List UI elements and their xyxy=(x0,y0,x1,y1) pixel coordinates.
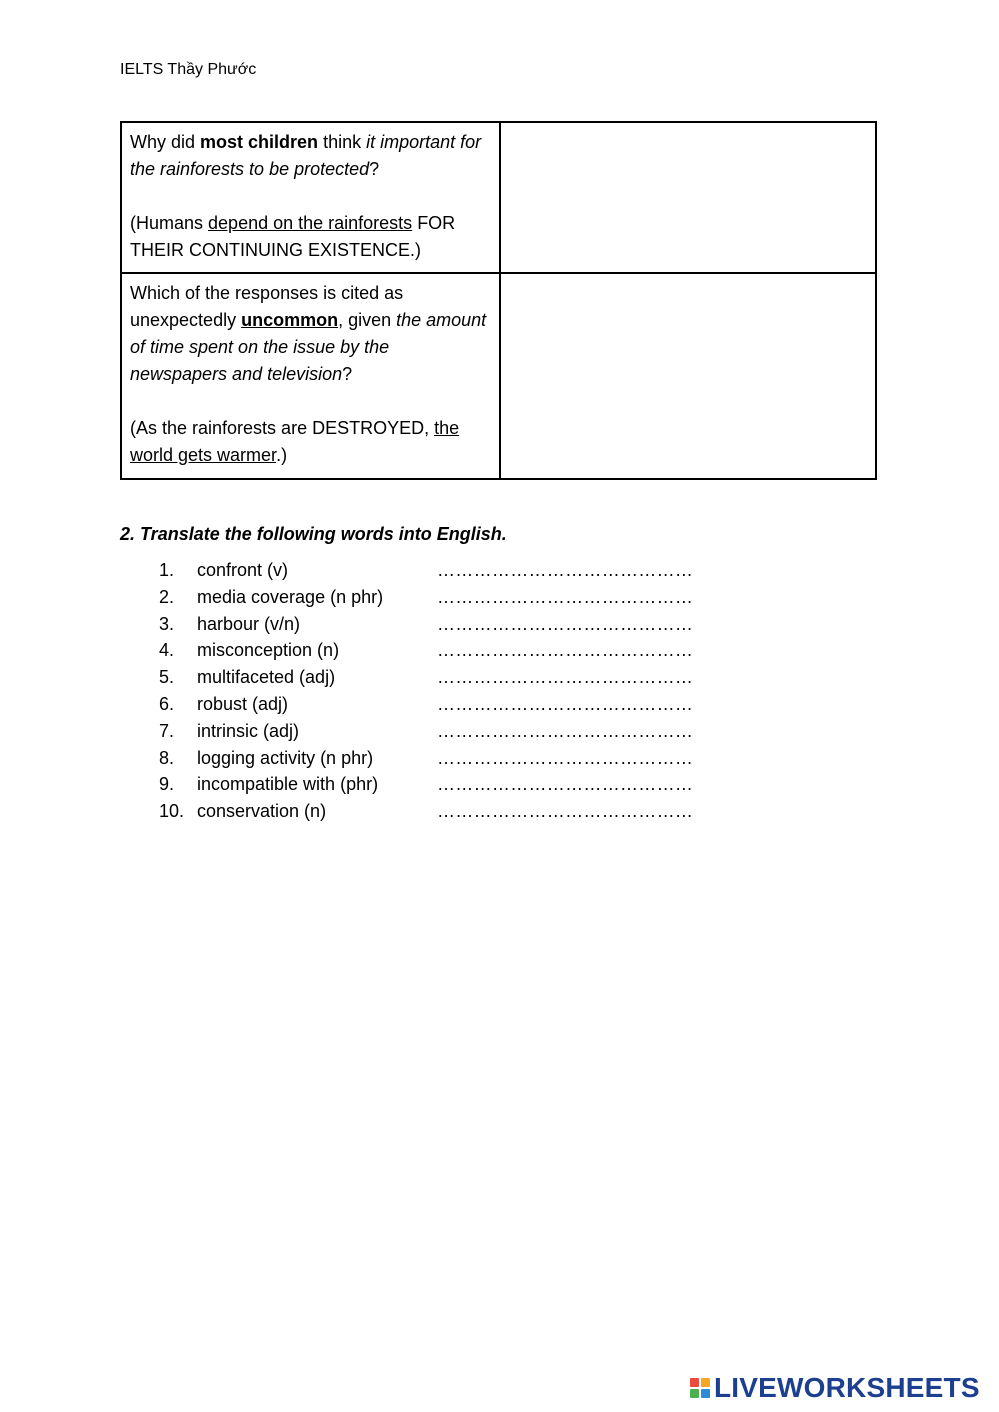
vocab-list xyxy=(159,557,719,825)
item-number: 6. xyxy=(159,693,175,714)
list-item xyxy=(159,745,719,772)
item-term: conservation (n) xyxy=(197,801,327,822)
item-number: 9. xyxy=(159,774,175,795)
question-emphasis: uncommon xyxy=(241,310,339,330)
table-row xyxy=(121,273,876,479)
liveworksheets-logo[interactable] xyxy=(690,1372,980,1404)
answer-blank[interactable]: …………………………………… xyxy=(437,667,694,688)
question-cell xyxy=(121,122,500,273)
item-number: 5. xyxy=(159,667,175,688)
question-text-part: Why did xyxy=(130,132,201,152)
item-number: 4. xyxy=(159,640,175,661)
hint-text xyxy=(130,210,491,264)
table-row xyxy=(121,122,876,273)
question-emphasis: most children xyxy=(200,132,319,152)
question-text-part: ? xyxy=(369,159,380,179)
item-term: multifaceted (adj) xyxy=(197,667,336,688)
question-italic: the amount of time spent on the issue by the newspapers and television xyxy=(130,310,487,384)
hint-underline: the world gets warmer xyxy=(130,418,460,465)
hint-text-part: .) xyxy=(276,445,288,465)
list-item xyxy=(159,664,719,691)
answer-blank[interactable]: …………………………………… xyxy=(437,801,694,822)
answer-blank[interactable]: …………………………………… xyxy=(437,747,694,768)
logo-text: LIVEWORKSHEETS xyxy=(714,1372,980,1403)
item-term: intrinsic (adj) xyxy=(197,720,300,741)
answer-cell[interactable] xyxy=(500,273,876,479)
question-italic: it important for the rainforests to be protected xyxy=(130,132,482,179)
item-term: harbour (v/n) xyxy=(197,613,301,634)
answer-blank[interactable]: …………………………………… xyxy=(437,586,694,607)
logo-tile xyxy=(701,1378,710,1387)
question-text xyxy=(130,129,491,183)
section-title: 2. Translate the following words into English. xyxy=(120,524,507,544)
item-term: logging activity (n phr) xyxy=(197,747,374,768)
answer-cell[interactable] xyxy=(500,122,876,273)
item-number: 10. xyxy=(159,801,185,822)
logo-tile xyxy=(690,1378,699,1387)
list-item xyxy=(159,691,719,718)
logo-tiles-icon xyxy=(690,1378,710,1398)
question-text xyxy=(130,280,491,388)
question-text-part: think xyxy=(318,132,367,152)
item-term: media coverage (n phr) xyxy=(197,586,384,607)
list-item xyxy=(159,771,719,798)
hint-text-part: (Humans xyxy=(130,213,209,233)
item-term: confront (v) xyxy=(197,560,289,580)
item-number: 7. xyxy=(159,720,175,741)
item-term: robust (adj) xyxy=(197,693,289,714)
item-number: 8. xyxy=(159,747,175,768)
list-item xyxy=(159,611,719,638)
item-number: 3. xyxy=(159,613,175,634)
question-text-part: Which of the responses is cited as unexpectedly xyxy=(130,283,404,330)
hint-text-part: FOR THEIR CONTINUING EXISTENCE.) xyxy=(130,213,456,260)
answer-blank[interactable]: …………………………………… xyxy=(437,640,694,661)
item-number: 2. xyxy=(159,586,175,607)
answer-blank[interactable]: …………………………………… xyxy=(437,693,694,714)
item-term: incompatible with (phr) xyxy=(197,774,379,795)
list-item xyxy=(159,557,719,584)
hint-text xyxy=(130,415,491,469)
list-item xyxy=(159,718,719,745)
logo-tile xyxy=(690,1389,699,1398)
item-number: 1. xyxy=(159,560,175,580)
answer-blank[interactable]: …………………………………… xyxy=(437,613,694,634)
question-cell xyxy=(121,273,500,479)
answer-blank[interactable]: …………………………………… xyxy=(437,560,694,580)
answer-blank[interactable]: …………………………………… xyxy=(437,720,694,741)
question-text-part: ? xyxy=(342,364,353,384)
question-text-part: , given xyxy=(338,310,397,330)
hint-underline: depend on the rainforests xyxy=(208,213,413,233)
answer-blank[interactable]: …………………………………… xyxy=(437,774,694,795)
list-item xyxy=(159,637,719,664)
page-header: IELTS Thầy Phước xyxy=(120,61,257,78)
item-term: misconception (n) xyxy=(197,640,340,661)
question-table xyxy=(120,121,877,480)
list-item xyxy=(159,584,719,611)
list-item xyxy=(159,798,719,825)
logo-tile xyxy=(701,1389,710,1398)
hint-text-part: (As the rainforests are DESTROYED, xyxy=(130,418,435,438)
